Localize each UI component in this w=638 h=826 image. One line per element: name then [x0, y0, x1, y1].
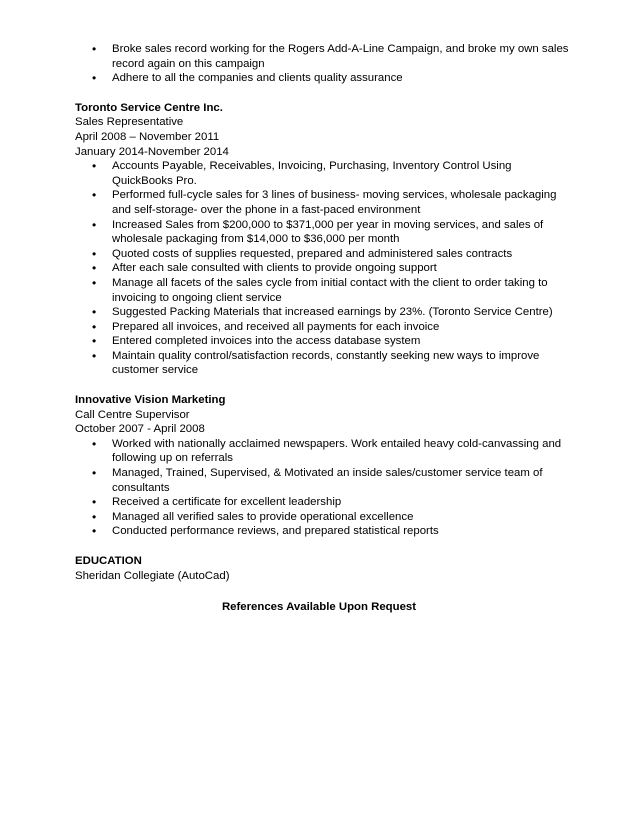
list-item: • Maintain quality control/satisfaction records, constantly seeking new ways to improve customer service — [75, 349, 575, 378]
job-innovative-vision-marketing — [75, 393, 575, 539]
list-item: • Increased Sales from $200,000 to $371,000 per year in moving services, and sales of wholesale packaging from $14,000 to $36,000 per month — [75, 218, 575, 247]
list-item: • Adhere to all the companies and clients quality assurance — [75, 71, 575, 86]
list-item: • Broke sales record working for the Rogers Add-A-Line Campaign, and broke my own sales record again on this campaign — [75, 42, 575, 71]
list-item: • Accounts Payable, Receivables, Invoicing, Purchasing, Inventory Control Using QuickBooks Pro. — [75, 159, 575, 188]
list-item: • Manage all facets of the sales cycle from initial contact with the client to order taking to invoicing to ongoing client service — [75, 276, 575, 305]
list-item: • After each sale consulted with clients to provide ongoing support — [75, 261, 575, 276]
job-dates: April 2008 – November 2011 — [75, 130, 220, 143]
job-bullet-list — [75, 159, 575, 378]
list-item: • Prepared all invoices, and received all payments for each invoice — [75, 320, 575, 335]
list-item: • Received a certificate for excellent leadership — [75, 495, 575, 510]
list-item: • Managed all verified sales to provide operational excellence — [75, 510, 575, 525]
job-toronto-service-centre — [75, 101, 575, 378]
top-bullet-list — [75, 42, 575, 86]
education-heading: EDUCATION — [75, 555, 142, 567]
job-dates: January 2014-November 2014 — [75, 145, 229, 158]
list-item: • Entered completed invoices into the access database system — [75, 334, 575, 349]
company-name: Innovative Vision Marketing — [75, 394, 226, 407]
list-item: • Performed full-cycle sales for 3 lines of business- moving services, wholesale packaging and self-storage- over the phone in a fast-paced environment — [75, 188, 575, 217]
education-section — [75, 554, 575, 583]
references-note: References Available Upon Request — [221, 601, 417, 613]
job-dates: October 2007 - April 2008 — [75, 423, 205, 436]
job-title: Call Centre Supervisor — [75, 408, 190, 421]
list-item: • Quoted costs of supplies requested, prepared and administered sales contracts — [75, 247, 575, 262]
job-title: Sales Representative — [75, 116, 184, 129]
job-bullet-list — [75, 437, 575, 539]
list-item: • Suggested Packing Materials that increased earnings by 23%. (Toronto Service Centre) — [75, 305, 575, 320]
education-school: Sheridan Collegiate (AutoCad) — [75, 569, 230, 582]
list-item: • Conducted performance reviews, and prepared statistical reports — [75, 524, 575, 539]
company-name: Toronto Service Centre Inc. — [75, 101, 223, 114]
list-item: • Managed, Trained, Supervised, & Motivated an inside sales/customer service team of consultants — [75, 466, 575, 495]
list-item: • Worked with nationally acclaimed newspapers. Work entailed heavy cold-canvassing and following up on referrals — [75, 437, 575, 466]
resume-page — [75, 42, 575, 583]
